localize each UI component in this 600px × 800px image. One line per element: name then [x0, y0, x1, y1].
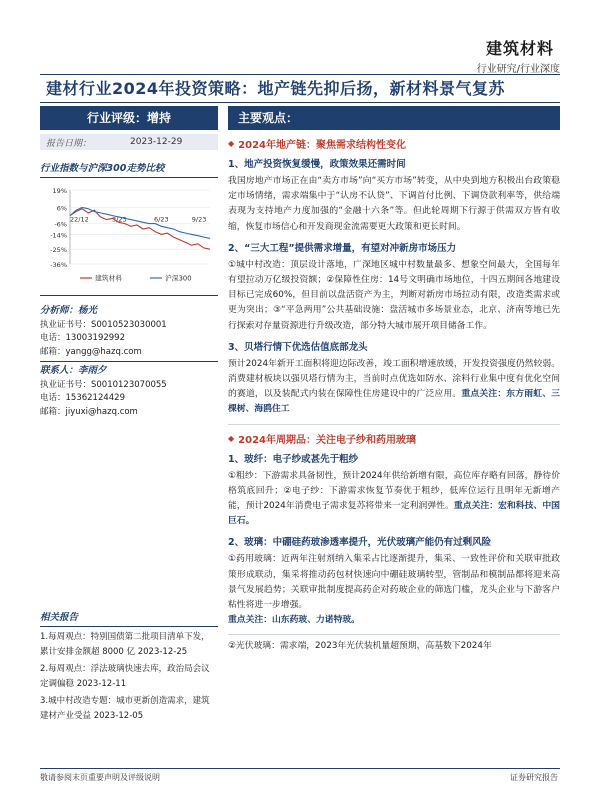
subsection-title: 2、“三大工程”提供需求增量，有望对冲新房市场压力 — [228, 242, 457, 254]
industry-name: 建筑材料 — [485, 39, 554, 58]
section-heading — [228, 136, 560, 151]
index-comparison-chart — [40, 182, 218, 292]
chart-x-tick-label: 9/23 — [191, 215, 207, 224]
focus-companies: 山东药玻、力诺特玻。 — [272, 615, 360, 626]
left-sidebar — [40, 106, 218, 723]
chart-bottom-divider — [40, 295, 218, 296]
chart-legend-label: 建筑材料 — [95, 274, 123, 283]
paragraph-text: 预计2024年新开工面积将迎边际改善，竣工面积增速放缓，开发投资强度仍然较弱。消费建材板块以强贝塔行情为主，当前时点优选如防水、涂料行业集中度有优化空间的赛道，以及装配式内装在保障性住房建设中的广泛应用。 — [228, 358, 560, 400]
contact-name: 李雨夕 — [78, 365, 107, 376]
section-divider — [228, 424, 560, 425]
report-date-row — [40, 134, 218, 150]
contact-email[interactable]: 邮箱：jiyuxi@hazq.com — [40, 406, 138, 417]
section-heading — [228, 431, 560, 446]
chart-x-tick-label: 6/23 — [154, 215, 169, 224]
chart-x-tick-label: 22/12 — [70, 215, 89, 224]
section-divider — [228, 634, 560, 635]
diamond-bullet-icon: ◆ — [228, 139, 235, 148]
paragraph-text: ①粗纱：下游需求具备韧性，预计2024年供给新增有限，高位库存略有回落，静待价格筑底回升；②电子纱：下游需求恢复节奏优于粗纱，低库位运行且明年无新增产能，预计2024年消费电子需求复苏将带来一定利润弹性。 — [228, 470, 560, 512]
main-points-bar: 主要观点： — [228, 106, 560, 130]
footer-report-type: 证券研究报告 — [510, 773, 558, 782]
paragraph: 我国房地产市场正在由“卖方市场”向“买方市场”转变，从中央到地方积极出台政策稳定市场情绪，需求端集中于“认房不认贷”、下调首付比例、下调贷款利率等，供给端表现为支持地产力度加强的“金融十六条”等。但此轮周期下行源于供需双方皆有收缩，恢复市场信心和开发商现金流需要更大政策和更长时间。 — [228, 176, 560, 232]
focus-label: 重点关注： — [453, 501, 499, 512]
analyst-email[interactable]: 邮箱：yangg@hazq.com — [40, 346, 142, 357]
subsection-title: 3、贝塔行情下优选估值底部龙头 — [228, 341, 368, 353]
section-2-title: 2024年周期品：关注电子纱和药用玻璃 — [238, 434, 416, 446]
focus-companies: 宏和科技、中国巨石。 — [228, 501, 560, 527]
analyst-label: 分析师： — [40, 305, 79, 316]
chart-y-tick-label: -25% — [50, 246, 67, 255]
subsection-title: 1、地产投资恢复缓慢，政策效果还需时间 — [228, 159, 406, 170]
chart-y-tick-label: -6% — [54, 220, 67, 229]
report-date: 2023-12-29 — [130, 137, 183, 147]
chart-divider — [40, 177, 218, 178]
related-report-item[interactable]: 1.每周观点：特别国债第二批项目清单下发，累计安排金额超 8000 亿 2023-12-25 — [40, 632, 210, 657]
main-content — [228, 106, 560, 655]
contact-divider — [40, 361, 218, 362]
report-date-label: 报告日期： — [46, 138, 92, 149]
industry-rating: 行业评级：增持 — [40, 106, 218, 130]
footer-disclaimer: 敬请参阅末页重要声明及评级说明 — [40, 773, 160, 782]
chart-y-tick-label: -14% — [50, 231, 67, 240]
paragraph — [228, 613, 560, 628]
focus-label: 重点关注： — [228, 615, 272, 626]
paragraph: ②光伏玻璃：需求端，2023年光伏装机量超预期，高基数下2024年 — [228, 641, 492, 652]
related-reports-title: 相关报告 — [40, 612, 79, 623]
report-title: 建材行业2024年投资策略：地产链先抑后扬，新材料景气复苏 — [46, 79, 506, 98]
analyst-phone: 电话：13003192992 — [40, 333, 125, 343]
footer-divider — [40, 768, 560, 769]
contact-block — [40, 364, 218, 419]
chart-y-tick-label: 6% — [56, 204, 67, 213]
contact-label: 联系人： — [40, 365, 79, 376]
chart-legend-label: 沪深300 — [165, 274, 192, 283]
paragraph — [228, 357, 560, 418]
analyst-block — [40, 304, 218, 359]
analyst-name: 杨光 — [78, 305, 98, 316]
chart-series-line — [70, 209, 210, 249]
paragraph: ①药用玻璃：近两年注射剂纳入集采占比逐渐提升，集采、一致性评价和关联审批政策形成联动，集采将推动药包材快速向中硼硅玻璃转型，管制品和模制品都将迎来高景气发展趋势；关联审批制度提高药企对药玻企业的筛选门槛，龙头企业与下游客户粘性将进一步增强。 — [228, 554, 560, 611]
report-type: 行业研究/行业深度 — [476, 64, 560, 75]
paragraph: ①城中村改造：顶层设计落地，广深地区城中村数量最多、想象空间最大，全国每年有望拉动万亿级投资额；②保障性住房：14号文明确市场地位，十四五期间各地建设目标已完成60%，但目前以盘活资产为主，判断对新房市场拉动有限，改造类需求或更为突出；③“平急两用”公共基础设施：盘活城市多场景业态，北京、济南等地已先行探索对存量资源进行升级改造，部分特大城市展开项目储备工作。 — [228, 259, 560, 331]
related-report-item[interactable]: 2.每周观点：浮法玻璃快速去库，政治局会议定调偏稳 2023-12-11 — [40, 664, 210, 689]
title-divider — [40, 102, 560, 103]
chart-svg — [40, 182, 218, 292]
contact-cert: 执业证书号：S0010123070055 — [40, 379, 167, 390]
focus-companies: 东方雨虹、三棵树、海鸥住工 — [228, 389, 560, 415]
header-divider — [40, 74, 560, 75]
chart-y-tick-label: -36% — [50, 261, 67, 269]
chart-y-tick-label: 19% — [52, 187, 67, 195]
paragraph — [228, 469, 560, 530]
diamond-bullet-icon: ◆ — [228, 433, 235, 443]
chart-x-tick-label: 3/23 — [112, 215, 127, 224]
related-report-item[interactable]: 3.城中村改造专题：城市更新创造需求，建筑建材产业受益 2023-12-05 — [40, 696, 210, 721]
section-1-title: 2024年地产链：聚焦需求结构性变化 — [238, 140, 406, 151]
contact-phone: 电话：15362124429 — [40, 393, 125, 403]
subsection-title: 1、玻纤：电子纱或甚先于粗纱 — [228, 453, 359, 465]
focus-label: 重点关注： — [461, 389, 507, 400]
related-reports-list — [40, 630, 218, 723]
subsection-title: 2、玻璃：中硼硅药玻渗透率提升，光伏玻璃产能仍有过剩风险 — [228, 537, 492, 549]
related-divider — [40, 626, 218, 627]
chart-section-title: 行业指数与沪深300走势比较 — [40, 163, 165, 174]
analyst-cert: 执业证书号：S0010523030001 — [40, 319, 167, 330]
